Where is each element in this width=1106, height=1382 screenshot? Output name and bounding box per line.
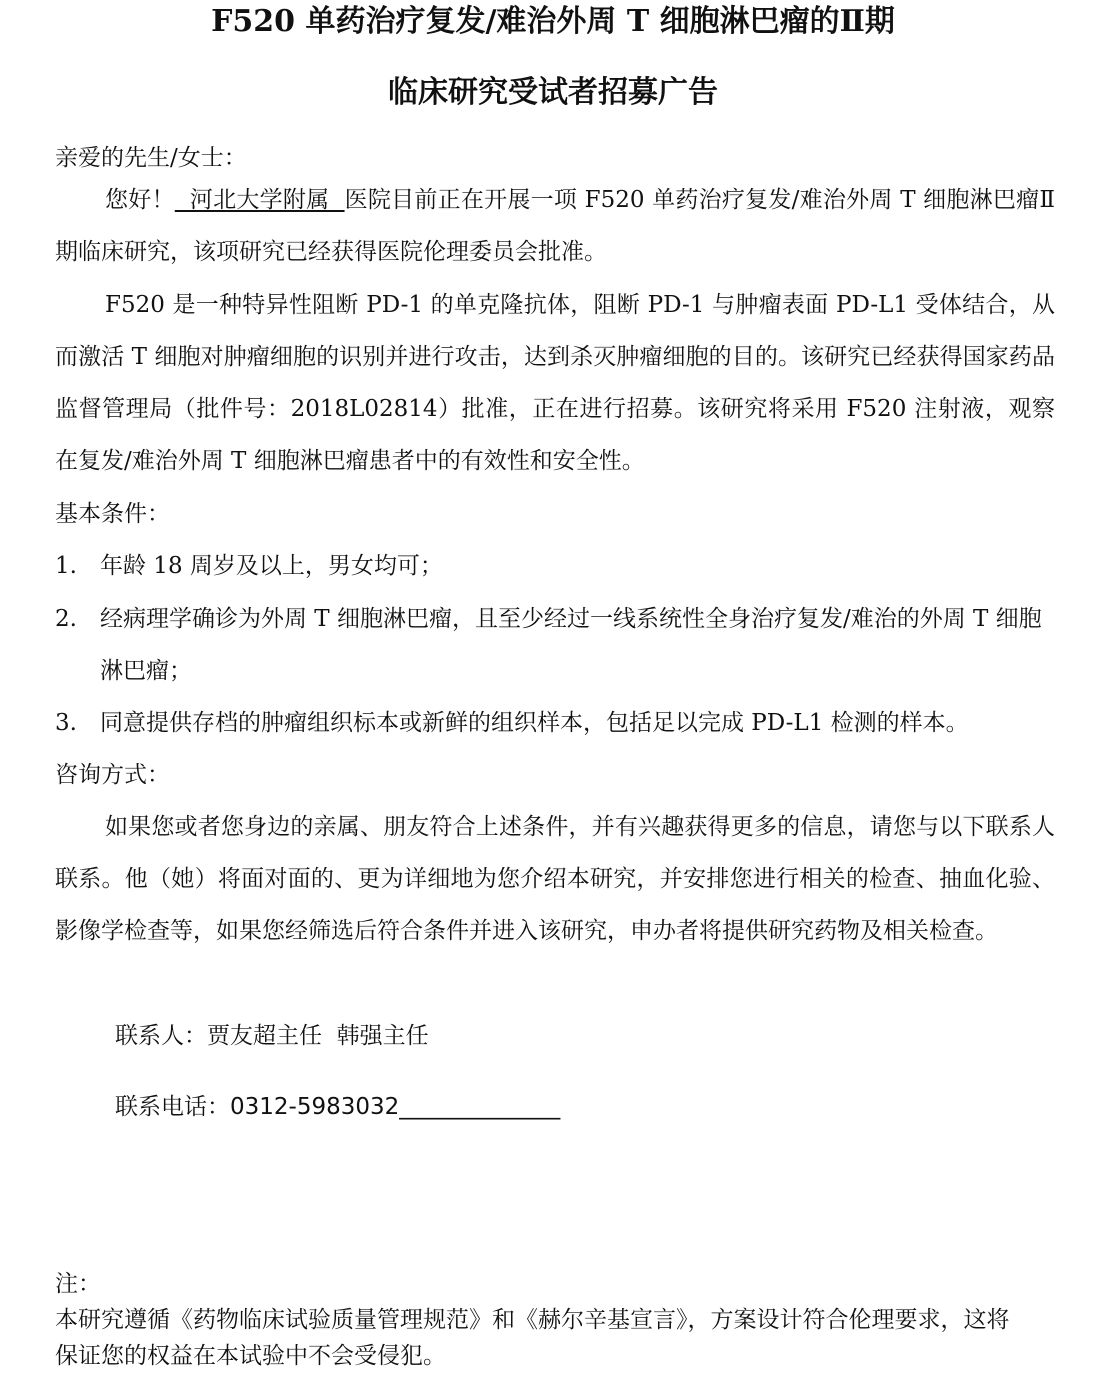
phone-number: 0312-5983032______________	[230, 1094, 561, 1120]
note-heading: 注：	[55, 1271, 101, 1297]
criteria-item-number: 1.	[55, 553, 77, 579]
criteria-item	[55, 540, 1055, 592]
document-title-line-2: 临床研究受试者招募广告	[388, 75, 718, 110]
hospital-name: 河北大学附属	[174, 187, 345, 213]
intro-prefix: 您好！	[105, 187, 175, 213]
criteria-item-number: 3.	[55, 710, 77, 736]
drug-description-paragraph: F520 是一种特异性阻断 PD-1 的单克隆抗体，阻断 PD-1 与肿瘤表面 PD-L1 受体结合，从而激活 T 细胞对肿瘤细胞的识别并进行攻击，达到杀灭肿瘤细胞的目的。该研究已经获得国家药品监督管理局（批件号：2018L02814）批准，正在进行招募。该研究将采用 F520 注射液，观察在复发/难治外周 T 细胞淋巴瘤患者中的有效性和安全性。	[55, 292, 1055, 474]
criteria-item-text: 经病理学确诊为外周 T 细胞淋巴瘤，且至少经过一线系统性全身治疗复发/难治的外周 T 细胞淋巴瘤；	[100, 606, 1042, 684]
criteria-item-text: 同意提供存档的肿瘤组织标本或新鲜的组织样本，包括足以完成 PD-L1 检测的样本。	[100, 710, 969, 736]
intro-suffix: 医院目前正在开展一项 F520 单药治疗复发/难治外周 T 细胞淋巴瘤Ⅱ期临床研究，该项研究已经获得医院伦理委员会批准。	[55, 187, 1056, 265]
contact-label: 联系人：	[115, 1023, 207, 1049]
contact-names: 贾友超主任 韩强主任	[207, 1023, 429, 1049]
criteria-item-text: 年龄 18 周岁及以上，男女均可；	[100, 553, 443, 579]
criteria-item	[55, 697, 1055, 749]
note-text: 本研究遵循《药物临床试验质量管理规范》和《赫尔辛基宣言》，方案设计符合伦理要求，这将保证您的权益在本试验中不会受侵犯。	[55, 1307, 1010, 1369]
consult-heading: 咨询方式：	[55, 762, 170, 788]
document-title-line-1: F520 单药治疗复发/难治外周 T 细胞淋巴瘤的Ⅱ期	[211, 4, 895, 39]
criteria-item-number: 2.	[55, 606, 77, 632]
consult-paragraph: 如果您或者您身边的亲属、朋友符合上述条件，并有兴趣获得更多的信息，请您与以下联系人联系。他（她）将面对面的、更为详细地为您介绍本研究，并安排您进行相关的检查、抽血化验、影像学检查等，如果您经筛选后符合条件并进入该研究，申办者将提供研究药物及相关检查。	[55, 814, 1055, 944]
criteria-heading: 基本条件：	[55, 501, 170, 527]
greeting: 亲爱的先生/女士：	[55, 145, 247, 171]
criteria-item	[55, 593, 1055, 697]
contact-persons	[115, 1021, 429, 1051]
intro-paragraph	[55, 174, 1055, 278]
contact-phone	[115, 1092, 560, 1122]
phone-label: 联系电话：	[115, 1094, 230, 1120]
